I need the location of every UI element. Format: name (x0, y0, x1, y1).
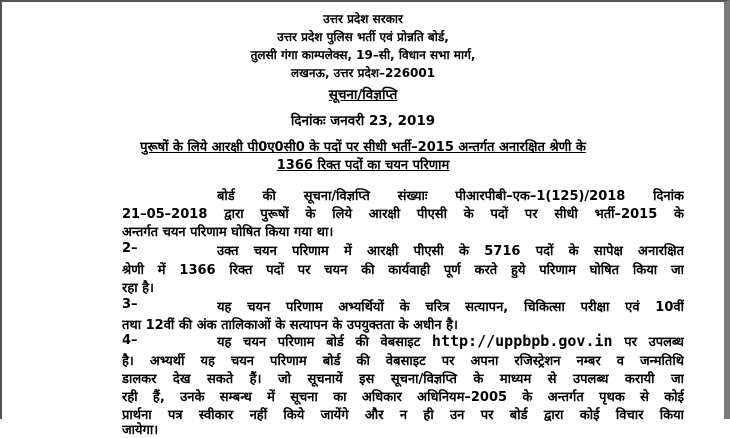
para2-number: 2– (122, 241, 138, 256)
para2-line2: श्रेणी में 1366 रिक्त पदों पर चयन की कार्यवाही पूर्ण करते हुये परिणाम घोषित किया जा (122, 263, 684, 278)
notice-title-line1: पुरूषों के लिये आरक्षी पी0ए0सी0 के पदों पर सीधी भर्ती–2015 अन्तर्गत अनारक्षित श्रेणी के (140, 140, 586, 155)
para4-line3: डालकर देख सकते हैं। जो सूचनायें इस सूचना/विज्ञप्ति के माध्यम से उपलब्ध करायी जा (122, 372, 684, 387)
para1-line3: अन्तर्गत चयन परिणाम घोषित किया गया था। (122, 225, 334, 240)
para1-line2: 21–05–2018 द्वारा पुरूषों के लिये आरक्षी पीएसी के पदों पर सीधी भर्ती–2015 के (122, 207, 684, 222)
header-line-board: उत्तर प्रदेश पुलिस भर्ती एवं प्रोन्नति बोर्ड, (277, 30, 449, 44)
para4-number: 4– (122, 333, 138, 348)
para4-line2: है। अभ्यर्थी यह चयन परिणाम बोर्ड की वेबसाइट पर अपना रजिस्ट्रेशन नम्बर व जन्मतिथि (122, 354, 684, 369)
header-line-city: लखनऊ, उत्तर प्रदेश–226001 (290, 66, 436, 80)
para4-line1-pre: यह चयन परिणाम बोर्ड की वेबसाइट (217, 335, 421, 350)
para4-line5: प्रार्थना पत्र स्वीकार नहीं किये जायेंगे और न ही उन पर बोर्ड द्वारा कोई विचार किया (122, 408, 684, 423)
para2-line3: रहा है। (122, 281, 154, 296)
para3-number: 3– (122, 297, 138, 312)
header-line-govt: उत्तर प्रदेश सरकार (323, 12, 403, 26)
notice-date: दिनांकः जनवरी 23, 2019 (290, 113, 436, 129)
website-link[interactable]: http://uppbpb.gov.in (431, 332, 613, 350)
notice-title-line2: 1366 रिक्त पदों का चयन परिणाम (276, 158, 450, 173)
para4-line4: रही हैं, उनके सम्बन्ध में सूचना का अधिकार अधिनियम–2005 के अन्तर्गत पृथक से कोई (122, 390, 684, 405)
para1-line1: बोर्ड की सूचना/विज्ञप्ति संख्याः पीआरपीबी–एक–1(125)/2018 दिनांक (217, 189, 684, 204)
para4-line1 (217, 332, 684, 350)
notice-label: सूचना/विज्ञप्ति (328, 87, 398, 103)
header-line-address: तुलसी गंगा काम्पलेक्स, 19–सी, विधान सभा मार्ग, (250, 48, 476, 62)
para4-line6: जायेगा। (122, 423, 159, 438)
para3-line1: यह चयन परिणाम अभ्यर्थियों के चरित्र सत्यापन, चिकित्सा परीक्षा एवं 10वीं (217, 300, 684, 315)
para4-line1-post: पर उपलब्ध (624, 335, 684, 350)
para3-line2: तथा 12वीं की अंक तालिकाओं के सत्यापन के उपयुक्तता के अधीन है। (122, 318, 458, 333)
para2-line1: उक्त चयन परिणाम में आरक्षी पीएसी के 5716 पदों के सापेक्ष अनारक्षित (217, 244, 684, 259)
